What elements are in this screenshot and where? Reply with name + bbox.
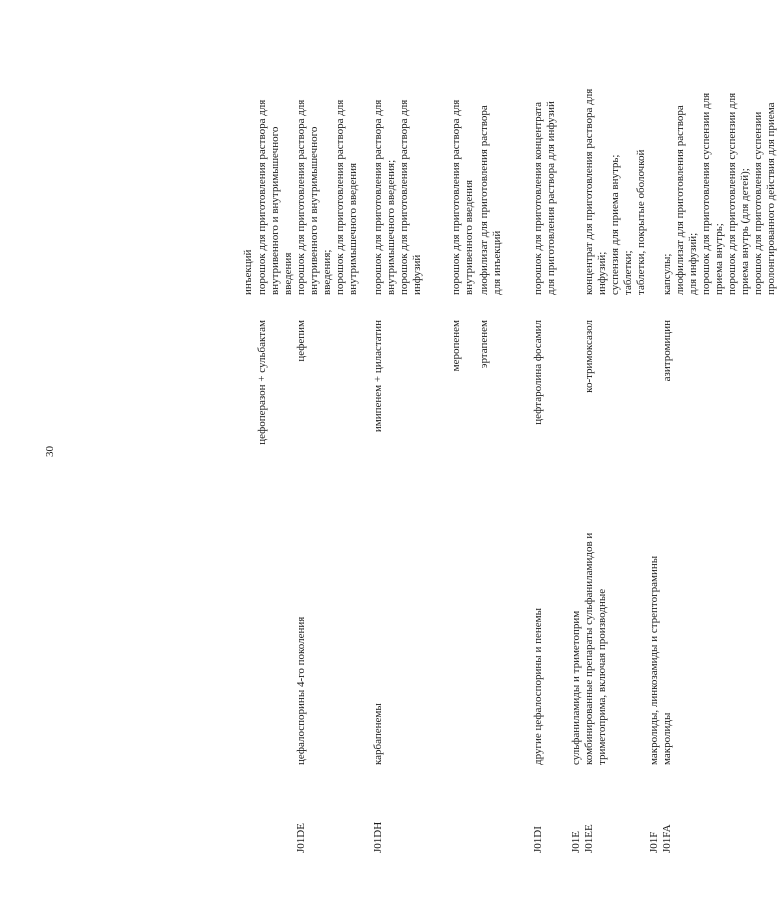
dosage-forms xyxy=(450,35,476,295)
dosage-forms xyxy=(583,35,648,295)
dosage-form-line: внутривенного введения xyxy=(463,179,475,295)
dosage-forms xyxy=(478,35,504,295)
dosage-form-line: внутривенного и внутримышечного xyxy=(269,126,281,295)
drug-name: меропенем xyxy=(450,320,462,372)
dosage-form-line: суспензия для приема внутрь; xyxy=(609,154,621,295)
drug-name: азитромицин xyxy=(661,320,673,382)
dosage-form-line: внутримышечного введения xyxy=(347,162,359,295)
dosage-form-line: инфузий; xyxy=(596,251,608,295)
atc-code: J01E xyxy=(570,831,582,853)
dosage-form-line: инфузий xyxy=(411,254,423,295)
dosage-form-line: порошок для приготовления раствора для xyxy=(450,99,462,295)
dosage-form-line: введения xyxy=(282,252,294,295)
dosage-form-line: лиофилизат для приготовления раствора xyxy=(674,105,686,295)
dosage-form-line: капсулы; xyxy=(661,253,673,295)
drug-name: ко-тримоксазол xyxy=(583,320,595,393)
drug-name: цефтаролина фосамил xyxy=(532,320,544,425)
page-number: 30 xyxy=(44,446,56,457)
anatomical-group: макролиды, линкозамиды и стрептограмины xyxy=(648,555,660,765)
dosage-form-line: порошок для приготовления суспензии xyxy=(752,111,764,295)
dosage-form-line: порошок для приготовления суспензии для xyxy=(726,92,738,295)
atc-code: J01DI xyxy=(532,826,544,853)
anatomical-group: макролиды xyxy=(661,712,673,765)
dosage-form-line: таблетки; xyxy=(622,250,634,295)
atc-code: J01DH xyxy=(372,821,384,853)
dosage-form-line: пролонгированного действия для приема xyxy=(765,102,777,295)
dosage-forms xyxy=(372,35,424,295)
dosage-form-line: таблетки, покрытые оболочкой xyxy=(635,149,647,295)
dosage-forms xyxy=(256,35,295,295)
anatomical-group: цефалоспорины 4-го поколения xyxy=(295,616,307,765)
drug-name: эртапенем xyxy=(478,320,490,369)
anatomical-group: сульфаниламиды и триметоприм xyxy=(570,610,582,765)
dosage-forms xyxy=(295,35,360,295)
anatomical-group: комбинированные препараты сульфаниламидов и триметоприма, включая производные xyxy=(583,532,608,765)
dosage-form-line: лиофилизат для приготовления раствора xyxy=(478,105,490,295)
dosage-form-line: приема внутрь (для детей); xyxy=(739,168,751,295)
dosage-forms xyxy=(242,35,255,295)
atc-code: J01DE xyxy=(295,823,307,853)
dosage-form-line: порошок для приготовления раствора для xyxy=(256,99,268,295)
dosage-form-line: порошок для приготовления раствора для xyxy=(334,99,346,295)
dosage-form-line: внутримышечного введения; xyxy=(385,159,397,295)
dosage-form-line: концентрат для приготовления раствора для xyxy=(583,88,595,295)
anatomical-group: карбапенемы xyxy=(372,703,384,765)
dosage-form-line: для инъекций xyxy=(491,230,503,295)
anatomical-group: другие цефалоспорины и пенемы xyxy=(532,608,544,765)
dosage-forms xyxy=(532,35,558,295)
atc-code: J01F xyxy=(648,831,660,853)
drug-name: цефоперазон + сульбактам xyxy=(256,320,268,445)
drug-name: имипенем + циластатин xyxy=(372,320,384,433)
dosage-form-line: порошок для приготовления раствора для xyxy=(398,99,410,295)
dosage-form-line: инъекций xyxy=(242,249,254,295)
dosage-form-line: для инфузий; xyxy=(687,232,699,295)
dosage-form-line: порошок для приготовления суспензии для xyxy=(700,92,712,295)
dosage-form-line: внутривенного и внутримышечного xyxy=(308,126,320,295)
dosage-form-line: введения; xyxy=(321,249,333,295)
dosage-form-line: порошок для приготовления раствора для xyxy=(372,99,384,295)
drug-name: цефепим xyxy=(295,320,307,362)
dosage-form-line: порошок для приготовления раствора для xyxy=(295,99,307,295)
dosage-form-line: приема внутрь; xyxy=(713,223,725,295)
dosage-forms xyxy=(661,35,778,295)
dosage-form-line: порошок для приготовления концентрата xyxy=(532,101,544,295)
atc-code: J01FA xyxy=(661,824,673,853)
atc-code: J01EE xyxy=(583,824,595,853)
dosage-form-line: для приготовления раствора для инфузий xyxy=(545,101,557,295)
